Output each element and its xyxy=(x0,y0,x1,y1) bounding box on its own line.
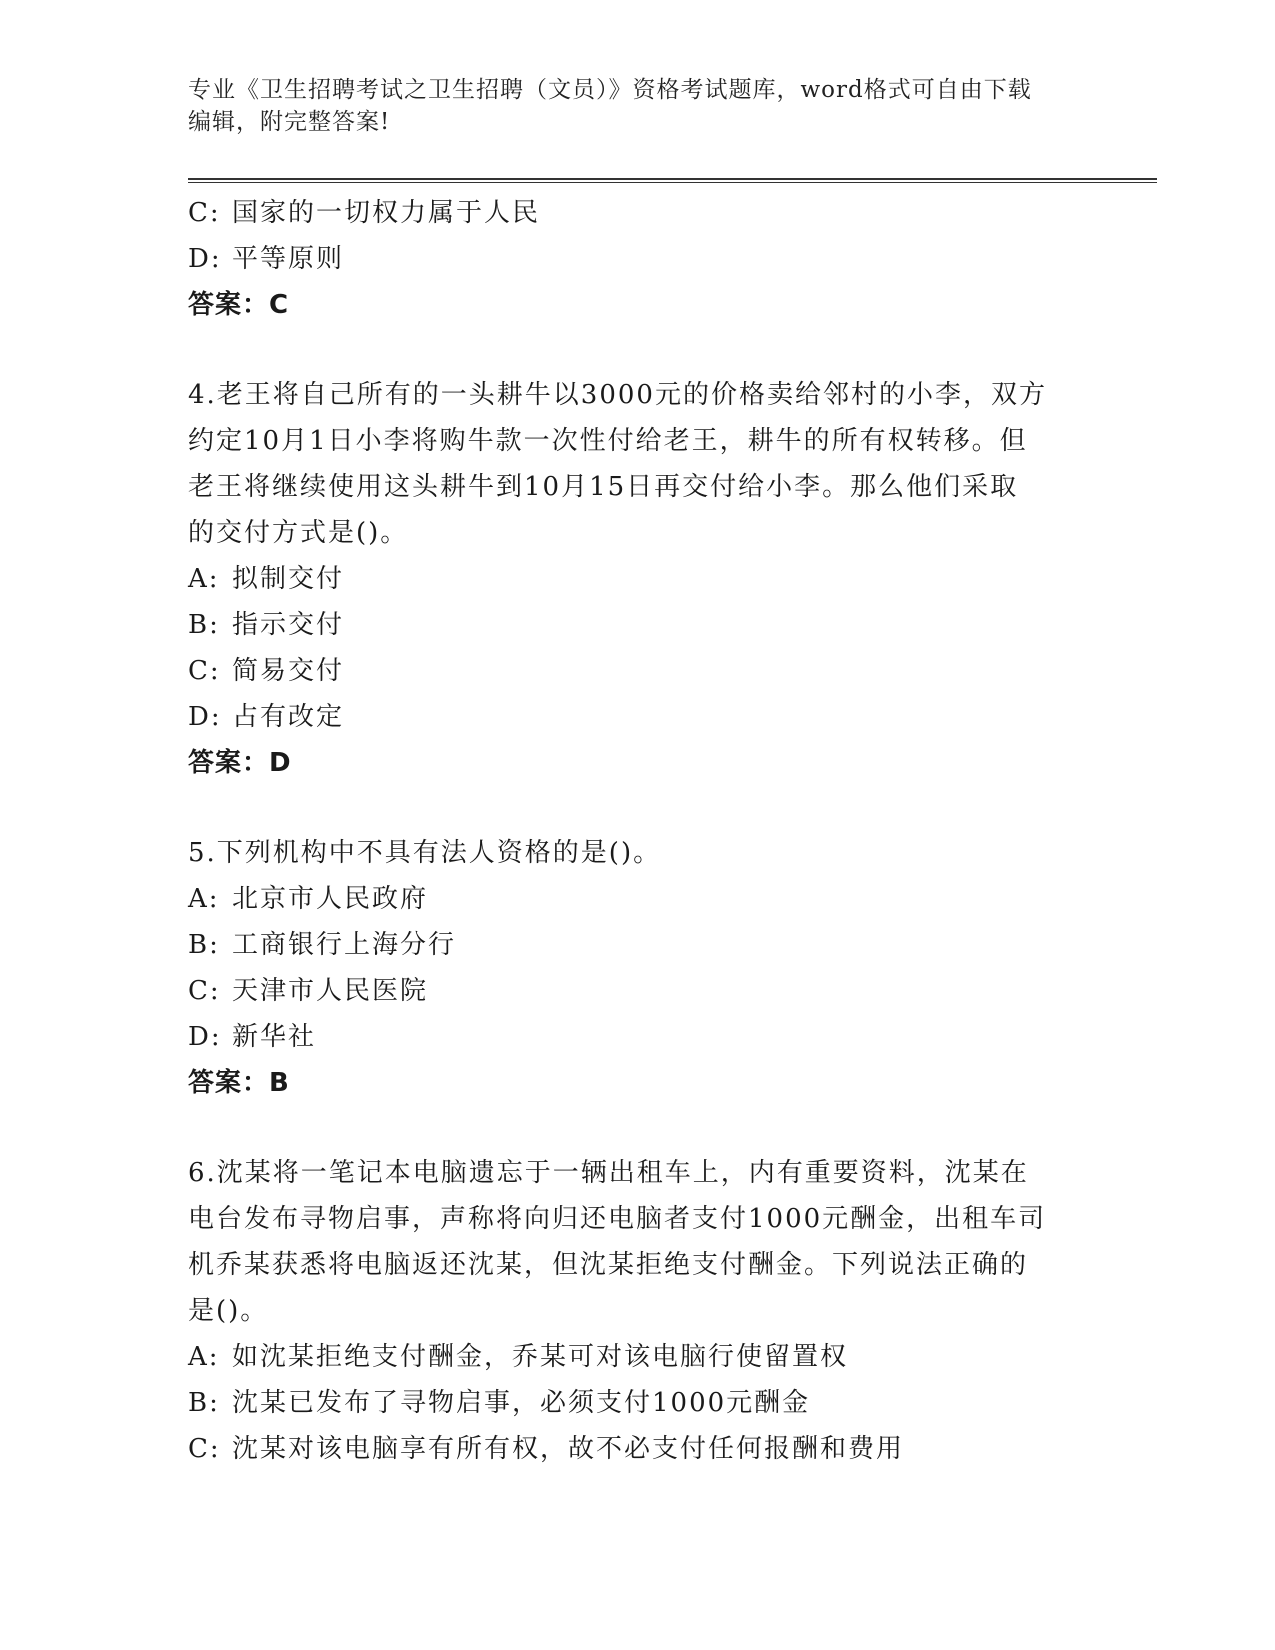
option-line xyxy=(188,602,1088,648)
option-text: 如沈某拒绝支付酬金，乔某可对该电脑行使留置权 xyxy=(232,1342,849,1372)
header-divider xyxy=(188,178,1157,183)
question-6 xyxy=(188,1150,1088,1472)
option-line xyxy=(188,922,1088,968)
option-label: D: xyxy=(188,1022,222,1052)
option-label: A: xyxy=(188,564,220,594)
header-line-1: 专业《卫生招聘考试之卫生招聘（文员）》资格考试题库，word格式可自由下载 xyxy=(188,77,1032,103)
option-text: 沈某已发布了寻物启事，必须支付1000元酬金 xyxy=(232,1388,811,1418)
option-text: 平等原则 xyxy=(232,244,345,274)
question-text-line: 是()。 xyxy=(188,1296,269,1326)
question-text-line: 约定10月1日小李将购牛款一次性付给老王，耕牛的所有权转移。但 xyxy=(188,426,1028,456)
question-4 xyxy=(188,372,1088,786)
question-text-line: 的交付方式是()。 xyxy=(188,518,409,548)
option-line xyxy=(188,1334,1088,1380)
option-text: 指示交付 xyxy=(232,610,345,640)
option-text: 简易交付 xyxy=(232,656,345,686)
option-text: 天津市人民医院 xyxy=(232,976,429,1006)
option-line xyxy=(188,968,1088,1014)
option-label: A: xyxy=(188,1342,220,1372)
option-label: D: xyxy=(188,702,222,732)
option-text: 沈某对该电脑享有所有权，故不必支付任何报酬和费用 xyxy=(232,1434,905,1464)
option-label: B: xyxy=(188,610,220,640)
option-line xyxy=(188,876,1088,922)
option-text: 北京市人民政府 xyxy=(232,884,429,914)
question-text-line: 4.老王将自己所有的一头耕牛以3000元的价格卖给邻村的小李，双方 xyxy=(188,380,1047,410)
answer-line: 答案：D xyxy=(188,748,292,778)
option-line xyxy=(188,648,1088,694)
option-label: C: xyxy=(188,198,221,228)
option-text: 拟制交付 xyxy=(232,564,345,594)
option-label: C: xyxy=(188,1434,221,1464)
question-text-line: 电台发布寻物启事，声称将向归还电脑者支付1000元酬金，出租车司 xyxy=(188,1204,1047,1234)
question-text-line: 6.沈某将一笔记本电脑遗忘于一辆出租车上，内有重要资料，沈某在 xyxy=(188,1158,1029,1188)
page-header xyxy=(188,74,1068,138)
option-label: C: xyxy=(188,656,221,686)
option-line xyxy=(188,556,1088,602)
answer-line: 答案：C xyxy=(188,290,290,320)
option-text: 工商银行上海分行 xyxy=(232,930,457,960)
option-text: 占有改定 xyxy=(232,702,345,732)
option-line xyxy=(188,190,1088,236)
question-text-line: 机乔某获悉将电脑返还沈某，但沈某拒绝支付酬金。下列说法正确的 xyxy=(188,1250,1029,1280)
option-label: C: xyxy=(188,976,221,1006)
option-label: D: xyxy=(188,244,222,274)
option-label: A: xyxy=(188,884,220,914)
answer-line: 答案：B xyxy=(188,1068,290,1098)
header-line-2: 编辑，附完整答案! xyxy=(188,109,391,135)
option-line xyxy=(188,1426,1088,1472)
option-line xyxy=(188,694,1088,740)
question-5 xyxy=(188,830,1088,1106)
option-line xyxy=(188,1014,1088,1060)
option-text: 国家的一切权力属于人民 xyxy=(232,198,541,228)
question-text-line: 5.下列机构中不具有法人资格的是()。 xyxy=(188,838,662,868)
option-line xyxy=(188,1380,1088,1426)
option-text: 新华社 xyxy=(232,1022,317,1052)
option-line xyxy=(188,236,1088,282)
question-content xyxy=(188,190,1088,1472)
option-label: B: xyxy=(188,1388,220,1418)
question-text-line: 老王将继续使用这头耕牛到10月15日再交付给小李。那么他们采取 xyxy=(188,472,1019,502)
option-label: B: xyxy=(188,930,220,960)
